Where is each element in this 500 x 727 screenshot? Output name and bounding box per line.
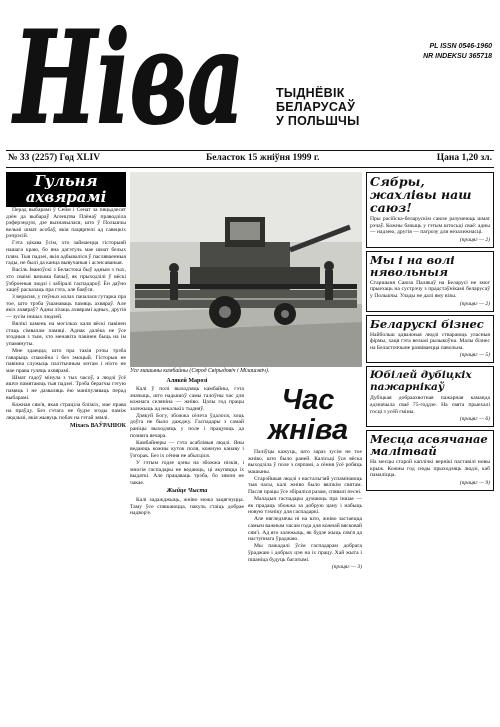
paragraph: Кожная сям'я, якая страціла блізкіх, мае права на праўду. Без гэтага не будзе згоды паміж людзьмі, якія жывуць побач на гэтай зямлі. (6, 401, 126, 421)
combine-harvester-photo[interactable] (130, 172, 362, 367)
issue-price: Цана 1,20 зл. (436, 153, 492, 163)
paragraph: Васіль Іваноўскі з Беластока быў адным з тых, хто сваімі вачыма бачыў, як прыходзілі ў вёскі ўзброеныя людзі і забіралі гаспадароў. Ён даўно хацеў расказаць пра гэта, але баяўся. (6, 267, 126, 294)
paragraph: Маладыя гаспадары думаюць пра іншае — як прадаць збожжа за добрую цану і набыць новую тэхніку для гаспадаркі. (248, 496, 362, 516)
teaser-business[interactable] (366, 315, 494, 364)
main-article-continued[interactable]: (працяг — 3) (331, 564, 362, 571)
teaser-text: На месцы старой каплічкі вернікі паставілі новы крыж. Кожны год сюды прыходзяць людзі, каб памаліцца. (370, 459, 490, 479)
tagline-line-3: У ПОЛЬШЧЫ (276, 114, 360, 128)
photo-graphic (130, 172, 362, 367)
teaser-title: Сябры, жахлівы наш саюз! (370, 174, 472, 215)
paragraph: З верасня, у пэўных колах пачалася гутарка пра тое, што трэба ўшанаваць памяць ахвяраў. Але якіх ахвяраў? Адны лічаць ахвярамі адных, другія — зусім іншых людзей. (6, 294, 126, 320)
paragraph: Камбайнеры — гэта асаблівыя людзі. Яны ведаюць кожны куток поля, кожную канаву і ўзгорак. Без іх сёння не абысціся. (130, 439, 244, 459)
logo-text: Ніва (11, 4, 244, 136)
main-article-body-left (130, 386, 244, 517)
paragraph: Шмат гадоў мінула з тых часоў, а людзі ўсё яшчэ памятаюць тыя падзеі. Трэба берагчы гэтую памяць і не дазваляць ёю маніпуляваць перад выбарамі. (6, 374, 126, 401)
teaser-text: Дубіцкая добраахвотная пажарная каманда адзначыла сваё 75-годдзе. На свята прыехалі госці з усёй гміны. (370, 395, 490, 415)
paragraph: Старэйшыя людзі з настальгіяй успамінаюць тыя часы, калі жніво было вялікім святам. Пасля працы ўсе збіраліся разам, спявалі песні. (248, 475, 362, 496)
teaser-continued: (працяг — 2) (459, 236, 490, 243)
paragraph: Гэта цікава ўсім, хто займаецца гісторыяй нашага краю, бо яна дагэтуль мае шмат белых плям. Тыя падзеі, якія адбываліся ў пасляваенныя гады, не былі да канца вывучаныя і асэнсаваныя. (6, 240, 126, 267)
main-article-byline: Алякей Марозі (166, 378, 208, 384)
paragraph: Калі задажджыць, жніво можа зацягнуцца. Таму ўсе спяшаюцца, пакуль стаіць добрае надвор'е. (130, 497, 244, 517)
paragraph: Паліўцы кажуць, што зараз зусім не тое жніво, што было раней. Калісьці ўся вёска выходзіла ў поле з сярпамі, а сёння ўсё робяць машыны. (248, 449, 362, 475)
teaser-title: Беларускі бізнес (370, 316, 484, 331)
paragraph: Мне здаецца, што пра такія рэчы трэба гаварыць спакойна і без эмоцый. Гісторыя не павінна служыць палітычным мэтам і ніхто не мае права гуляць ахвярамі. (6, 347, 126, 374)
teaser-continued: (працяг — 2) (459, 300, 490, 307)
tagline (276, 86, 360, 128)
photo-caption: Усе машыны камбайны (Сярод Свірыдовіч і Мілашэвіч). (130, 368, 270, 374)
left-article-signature: Міхась ВАЎРАНЮК (70, 422, 126, 429)
issn-block (423, 42, 492, 62)
issue-number: № 33 (2257) Год XLIV (8, 153, 101, 163)
dateline (6, 150, 494, 168)
teaser-continued: (працяг — 5) (459, 352, 490, 359)
teaser-title: Мы і на волі нявольныя (370, 252, 455, 279)
teaser-text: Найбольш адважныя людзі ствараюць уласныя фірмы, хаця гэта вельмі рызыкоўна. Малы бізнес на Беласточчыне развіваецца павольна. (370, 331, 490, 351)
masthead (6, 4, 496, 150)
paragraph: Дзякуй Богу, збожжа сёлета ўдалося, хоць доўга не было дажджу. Гаспадары з самай раніцы выходзяць у поле і працуюць да позняга вечара. (130, 412, 244, 439)
teaser-text: Пры расійска-беларускім саюзе разумеюць шмат рэчаў. Кожны бачыць у гэтым штосьці сваё: адны — надзею, другія — пагрозу для незалежнасці. (370, 216, 490, 236)
teaser-continued: (працяг — 6) (459, 416, 490, 423)
teaser-title: Месца асвячанае малітвай (370, 432, 488, 459)
teaser-title: Юбілей дубіцкіх пажарнікаў (370, 369, 472, 394)
left-article-body (6, 207, 126, 422)
main-article-subhead: Жыйце Чыста (166, 487, 208, 495)
middle-column (130, 172, 362, 720)
index-number: NR INDEKSU 365718 (423, 53, 492, 60)
main-article-body-right (248, 449, 362, 563)
logo-graphic (10, 4, 250, 136)
teaser-captivity[interactable] (366, 251, 494, 312)
paragraph: Вялікі камень на могілках каля вёскі павінен стаць сімвалам памяці. Аднак далёка не ўсе згодныя з тым, хто менавіта павінен быць на ім упамянуты. (6, 321, 126, 347)
paragraph: Але нягледзячы ні на што, жніво застаецца самым важным часам года для кожнай вясковай сям'і. Ад яго залежыць, як будзе жыць сям'я да наступнага ўраджаю. (248, 516, 362, 543)
left-column (6, 172, 126, 720)
teaser-prayer-place[interactable] (366, 430, 494, 491)
paragraph: Мы пажадалі ўсім гаспадарам добрага ўраджаю і добрых цэн на іх працу. Хай жыта і пшаніца будуць багатымі. (248, 543, 362, 563)
teaser-union[interactable] (366, 172, 494, 248)
teaser-firefighters[interactable] (366, 366, 494, 427)
newspaper-logo[interactable] (10, 4, 250, 136)
paragraph: Перад выбарамі ў Сейм і Сенат за пяцьдзесят дзён да выбараў Агенцтва Плёнаў праводзіла рэферэндум, дзе вызначылася, што ў Польшчы вельмі шмат асобаў, якія пацярпелі ад савецкіх рэпрэсій. (6, 207, 126, 240)
teaser-text: Старшыня Саюза Палякаў на Беларусі не змог прыехаць на сустрэчу з прадстаўнікамі беларусаў у Польшчы. Улады не далі яму візы. (370, 279, 490, 299)
main-article-title[interactable]: Час жніва (267, 384, 349, 446)
paragraph: У гэтым годзе цэны на збожжа нізкія, і многія гаспадары не ведаюць, ці акупяцца іх выдаткі. Але працаваць трэба, бо зямля не чакае. (130, 460, 244, 486)
issue-date: Беласток 15 жніўня 1999 г. (206, 153, 320, 163)
main-article-right (248, 377, 362, 572)
issn-number: PL ISSN 0546-1960 (429, 43, 492, 50)
teaser-continued: (працяг — 9) (459, 479, 490, 486)
right-column (366, 172, 494, 720)
paragraph: Калі ў полі выходзяць камбайны, гэта значыць, што надышоў самы галоўны час для кожнага селяніна — жніво. Цэлы год працы залежыць ад некалькіх тыдняў. (130, 386, 244, 412)
tagline-line-2: БЕЛАРУСАЎ (276, 100, 356, 114)
main-article-left (130, 377, 244, 517)
left-article-title[interactable]: Гульня ахвярамі (6, 172, 126, 207)
tagline-line-1: ТЫДНЁВІК (276, 86, 345, 100)
